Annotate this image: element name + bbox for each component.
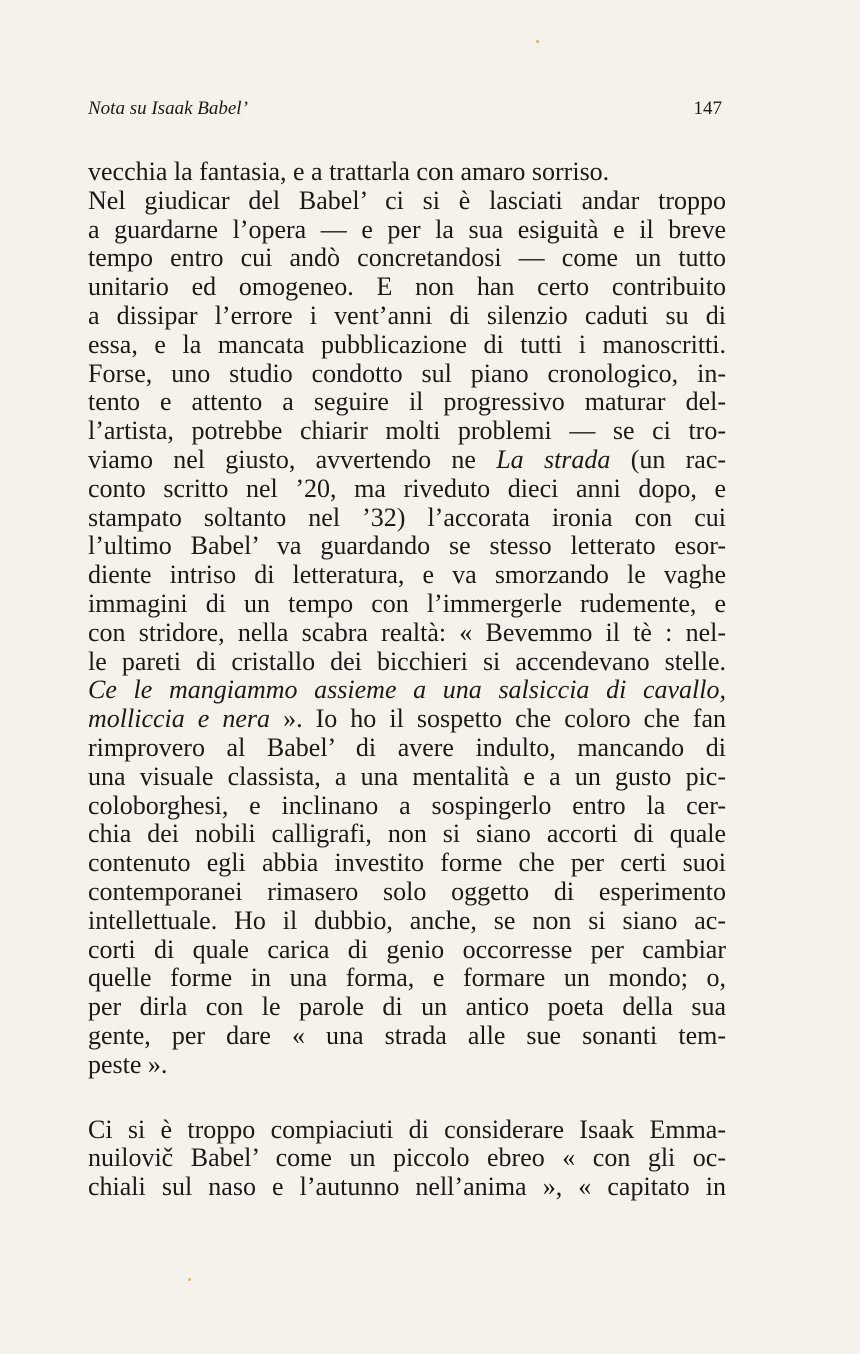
- text-line: [88, 244, 726, 273]
- line-text: nuilovič Babel’ come un piccolo ebreo « con gli oc-: [88, 1143, 726, 1173]
- text-line: [88, 820, 726, 849]
- line-text: rimprovero al Babel’ di avere indulto, mancando di: [88, 732, 726, 762]
- text-line: [88, 1022, 726, 1051]
- line-text: quelle forme in una forma, e formare un mondo; o,: [88, 963, 726, 993]
- line-text: unitario ed omogeneo. E non han certo contribuito: [88, 272, 726, 302]
- line-text: chia dei nobili calligrafi, non si siano accorti di quale: [88, 819, 726, 849]
- text-line: [88, 648, 726, 677]
- line-text: Ci si è troppo compiaciuti di considerare Isaak Emma-: [88, 1114, 726, 1144]
- line-text: essa, e la mancata pubblicazione di tutti i manoscritti.: [88, 329, 726, 359]
- text-line: [88, 792, 726, 821]
- text-line: [88, 532, 726, 561]
- text-line: [88, 734, 726, 763]
- line-text: viamo nel giusto, avvertendo ne: [88, 444, 476, 474]
- text-line: [88, 561, 726, 590]
- line-text: vecchia la fantasia, e a trattarla con amaro sorriso.: [88, 157, 610, 186]
- line-text: Nel giudicar del Babel’ ci si è lasciati andar troppo: [88, 185, 726, 215]
- paragraph-break: [88, 1080, 726, 1116]
- italic-text: Ce le mangiammo assieme a una salsiccia di cavallo,: [88, 675, 726, 705]
- text-line: [88, 187, 726, 216]
- text-line: [88, 705, 726, 734]
- line-text: a guardarne l’opera — e per la sua esiguità e il breve: [88, 214, 726, 244]
- line-text: le pareti di cristallo dei bicchieri si accendevano stelle.: [88, 646, 726, 676]
- italic-text: La strada: [496, 444, 611, 474]
- text-line: [88, 216, 726, 245]
- text-line: [88, 763, 726, 792]
- text-line: [88, 302, 726, 331]
- text-line: [88, 619, 726, 648]
- text-line: [88, 475, 726, 504]
- text-line: [88, 273, 726, 302]
- line-text: stampato soltanto nel ’32) l’accorata ironia con cui: [88, 502, 726, 532]
- text-line: [88, 417, 726, 446]
- line-text: con stridore, nella scabra realtà: « Bevemmo il tè : nel-: [88, 617, 726, 647]
- line-text: contenuto egli abbia investito forme che per certi suoi: [88, 848, 726, 878]
- line-text: l’ultimo Babel’ va guardando se stesso letterato esor-: [88, 531, 726, 561]
- text-line: [88, 993, 726, 1022]
- line-text: contemporanei rimasero solo oggetto di esperimento: [88, 876, 726, 906]
- line-text-after: (un rac-: [610, 444, 727, 474]
- line-text: Forse, uno studio condotto sul piano cronologico, in-: [88, 358, 726, 388]
- line-text: diente intriso di letteratura, e va smorzando le vaghe: [88, 560, 726, 590]
- line-text: intellettuale. Ho il dubbio, anche, se non si siano ac-: [88, 905, 726, 935]
- text-line: [88, 504, 726, 533]
- line-text: gente, per dare « una strada alle sue sonanti tem-: [88, 1020, 726, 1050]
- line-text: l’artista, potrebbe chiarir molti problemi — se ci tro-: [88, 416, 726, 446]
- italic-text: molliccia e nera: [88, 704, 271, 734]
- text-line: [88, 849, 726, 878]
- line-text: corti di quale carica di genio occorresse per cambiar: [88, 934, 726, 964]
- line-text: a dissipar l’errore i vent’anni di silenzio caduti su di: [88, 300, 726, 330]
- text-line: [88, 360, 726, 389]
- text-line: [88, 446, 726, 475]
- running-title: Nota su Isaak Babel’: [88, 98, 248, 119]
- print-speck: [536, 40, 539, 43]
- line-text: peste ».: [88, 1049, 168, 1079]
- line-text-after: ». Io ho il sospetto che coloro che fan: [270, 704, 726, 734]
- text-line: [88, 676, 726, 705]
- text-line: [88, 590, 726, 619]
- text-line: [88, 1051, 726, 1080]
- line-text: per dirla con le parole di un antico poeta della sua: [88, 992, 726, 1022]
- line-text: immagini di un tempo con l’immergerle rudemente, e: [88, 588, 726, 618]
- text-line: [88, 878, 726, 907]
- line-text: tento e attento a seguire il progressivo maturar del-: [88, 387, 726, 417]
- line-text: una visuale classista, a una mentalità e a un gusto pic-: [88, 761, 726, 791]
- line-text: tempo entro cui andò concretandosi — come un tutto: [88, 243, 726, 273]
- running-head: [88, 98, 722, 122]
- print-speck: [188, 1278, 191, 1281]
- text-line: [88, 936, 726, 965]
- line-text: conto scritto nel ’20, ma riveduto dieci anni dopo, e: [88, 473, 726, 503]
- text-line: [88, 964, 726, 993]
- page-number: 147: [693, 98, 722, 119]
- line-text: coloborghesi, e inclinano a sospingerlo entro la cer-: [88, 790, 726, 820]
- text-line: [88, 158, 726, 187]
- text-line: [88, 1144, 726, 1173]
- paragraph: [88, 1116, 726, 1202]
- body-text: [88, 158, 726, 1202]
- paragraph: [88, 158, 726, 1080]
- text-line: [88, 1173, 726, 1202]
- line-text: chiali sul naso e l’autunno nell’anima », « capitato in: [88, 1172, 726, 1202]
- text-line: [88, 388, 726, 417]
- text-line: [88, 1116, 726, 1145]
- text-line: [88, 331, 726, 360]
- text-line: [88, 907, 726, 936]
